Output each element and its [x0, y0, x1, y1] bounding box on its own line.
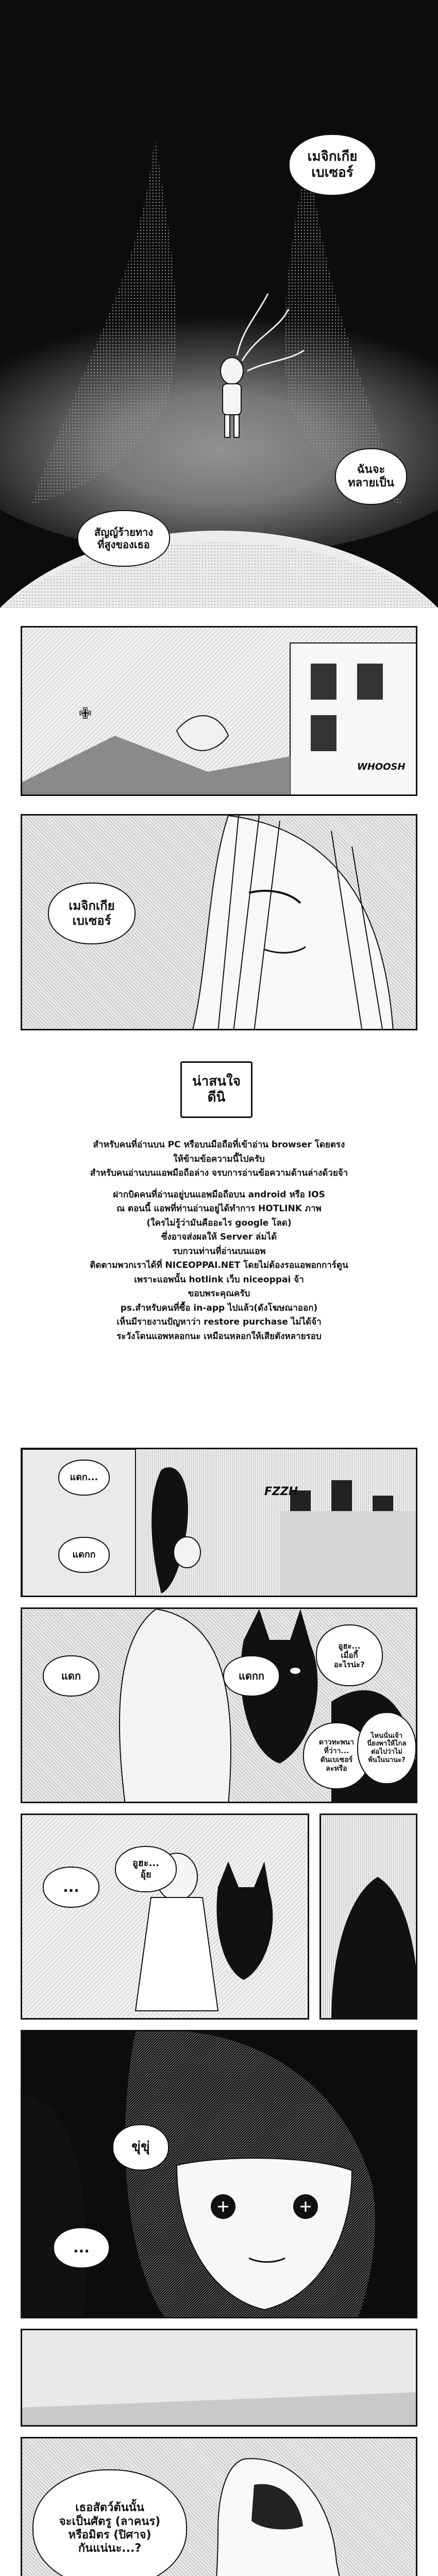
panel-5-bubble-e: ไหนนั่นเจ้า นี่ยงพาให้ไกล ต่อไปว่าไม่ พ้นในนานะ?: [357, 1712, 416, 1784]
panel-6b: [319, 1814, 417, 2020]
panel-5-bubble-d: ดาวทะพนา ที่ว่าา... ดันเบเซอร์ ละหรือ: [303, 1722, 370, 1789]
panel-8a-art: [22, 2330, 417, 2427]
panel-5-bubble-a: แดก: [43, 1655, 99, 1697]
panel-1-bubble-b: ฉันจะ ทลายเป็น: [335, 448, 407, 505]
notice-line-7: ซึ่งอาจส่งผลให้ Server ล่มได้: [161, 1232, 277, 1242]
notice-line-2: ให้ข้ามข้อความนี้ไปครับ: [173, 1154, 265, 1164]
panel-4-sfx-a: FZZH: [264, 1485, 298, 1498]
panel-8a: [21, 2329, 417, 2427]
panel-6-art: [22, 1815, 309, 2020]
panel-6-bubble-b: อูฮะ... อุ้ย: [115, 1846, 177, 1892]
notice-line-5: ณ ตอนนี้ แอพที่ท่านอ่านอยู่ได้ทำการ HOTLINK ภาพ: [116, 1204, 322, 1214]
panel-7: [21, 2030, 417, 2318]
notice-line-1: สำหรับคนที่อ่านบน PC หรือบนมือถือที่เข้าอ่าน browser โดยตรง: [93, 1140, 345, 1150]
panel-2-sfx-a: WHOOSH: [357, 761, 406, 772]
panel-1-bubble-a: เมจิกเกีย เบเซอร์: [289, 134, 376, 196]
panel-4-bubble-a: แดก...: [58, 1460, 110, 1496]
notice-line-9: ติดตามพวกเราได้ที่ NICEOPPAI.NET โดยไม่ต้องรอแอพอกการ์ตูน: [90, 1260, 348, 1270]
panel-4-bubble-b: แดกก: [58, 1537, 110, 1573]
notice-line-11: ขอบพระคุณครับ: [188, 1289, 250, 1299]
notice-line-4: ฝากบิดคนที่อ่านอยู่บนแอพมือถือบน android หรือ IOS: [113, 1189, 325, 1200]
panel-2-sfx-b: ✙: [79, 705, 92, 723]
panel-6: [21, 1814, 309, 2020]
panel-7-bubble-a: ขุ่ขุ่: [112, 2124, 169, 2171]
panel-1: [0, 0, 438, 608]
notice-spacer: [41, 1181, 397, 1189]
panel-1-art: [0, 0, 438, 608]
notice-line-13: เห็นมีรายงานปัญหาว่า restore purchase ไม่ได้จ้า: [116, 1317, 322, 1327]
panel-4: [21, 1448, 417, 1597]
panel-6-bubble-a: ...: [43, 1867, 99, 1908]
panel-1-bubble-c: สัญญ์ร้ายทาง ที่สูงของเธอ: [77, 510, 170, 567]
panel-7-art: [22, 2031, 417, 2318]
panel-2: [21, 626, 417, 796]
scanlator-notice: [41, 1139, 397, 1344]
notice-line-6: (ใครไม่รู้ว่ามันคืออะไร google โลด): [146, 1217, 292, 1228]
panel-6b-art: [321, 1815, 417, 2020]
panel-9: [21, 2437, 417, 2576]
panel-5-bubble-b: แดกก: [223, 1655, 280, 1697]
panel-3-bubble-b: น่าสนใจ ดีนิ: [180, 1061, 252, 1118]
notice-line-3: สำหรับคนอ่านบนแอพมือถือล่าง จรบการอ่านข้อความด้านล่างด้วยจ้า: [90, 1168, 348, 1178]
notice-line-14: ระวังโดนแอพหลอกนะ เหมือนหลอกให้เสียตังหลายรอบ: [116, 1331, 322, 1342]
notice-line-10: เพราะแอพนั้น hotlink เว็บ niceoppai จ้า: [134, 1274, 304, 1285]
panel-3-bubble-a: เมจิกเกีย เบเซอร์: [48, 883, 136, 944]
notice-line-8: รบกวนท่านที่อ่านบนแอพ: [172, 1246, 266, 1257]
panel-9-bubble-a: เธอสัตว์ต้นนั้น จะเป็นศัตรู (ลาคนร) หรือมิตร (ปิศาจ) กันแน่นะ...?: [32, 2469, 187, 2576]
panel-7-bubble-b: ...: [53, 2227, 110, 2268]
notice-line-12: ps.สำหรับคนที่ซื้อ in-app ไปแล้ว(ดังโฆษณาออก): [120, 1302, 318, 1313]
panel-5: [21, 1607, 417, 1803]
panel-3: [21, 814, 417, 1030]
panel-5-bubble-c: อูฮะ... เมื่อกี้ อะไรน่ะ?: [316, 1624, 383, 1686]
